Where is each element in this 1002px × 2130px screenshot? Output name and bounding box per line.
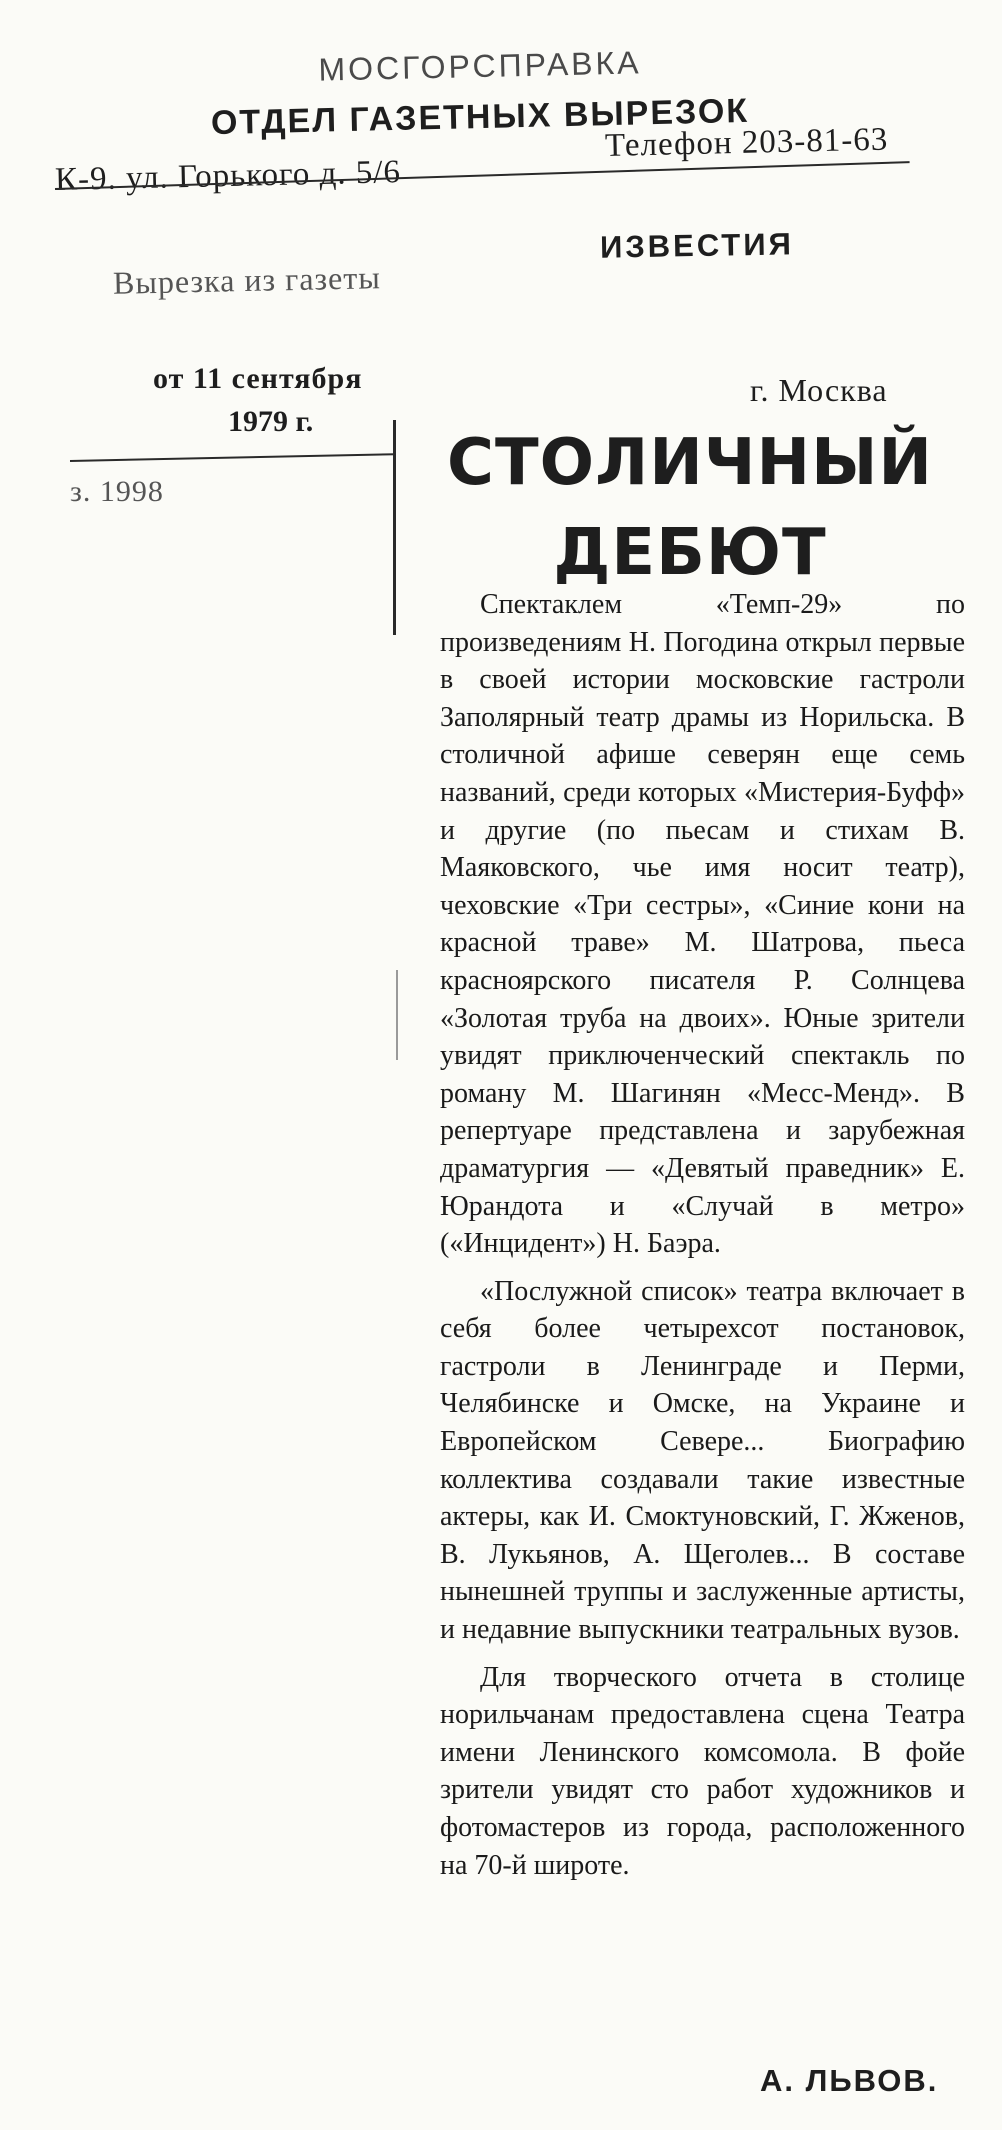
article-headline [420,418,960,598]
article-paragraph-1: Спектаклем «Темп-29» по произведениям Н. Погодина открыл первые в своей истории московские гастроли Заполярный театр драмы из Норильска. В столичной афише северян еще семь названий, среди которых «Мистерия-Буфф» и другие (по пьесам и стихам В. Маяковского, чье имя носит театр), чеховские «Три сестры», «Синие кони на красной траве» М. Шатрова, пьеса красноярского писателя Р. Солнцева «Золотая труба на двоих». Юные зрители увидят приключенческий спектакль по роману М. Шагинян «Месс-Менд». В репертуаре представлена и зарубежная драматургия — «Девятый праведник» Е. Юрандота и «Случай в метро» («Инцидент») Н. Баэра. [440,589,965,1260]
article-author: А. ЛЬВОВ. [760,2063,939,2098]
phone-number: Телефон 203-81-63 [604,121,889,164]
column-divider [393,420,396,635]
address: К-9. ул. Горького д. 5/6 [54,154,402,198]
date-rule [70,453,395,462]
issue-year: 1979 г. [228,405,314,438]
agency-name: МОСГОРСПРАВКА [318,44,642,88]
dateline-city: г. Москва [750,372,888,408]
headline-line-2: ДЕБЮТ [553,516,827,590]
article-body [440,586,965,1884]
issue-date: от 11 сентября [153,362,363,395]
article-paragraph-3: Для творческого отчета в столице норильчанам предоставлена сцена Театра имени Ленинского комсомола. В фойе зрители увидят сто работ художников и фотомастеров из города, расположенного на 70-й широте. [440,1661,965,1881]
newspaper-name: ИЗВЕСТИЯ [599,226,795,265]
clipping-label: Вырезка из газеты [112,259,382,301]
article-paragraph-2: «Послужной список» театра включает в себя более четырехсот постановок, гастроли в Ленинграде и Перми, Челябинске и Омске, на Украине и Европейском Севере... Биографию коллектива создавали такие известные актеры, как И. Смоктуновский, Г. Жженов, В. Лукьянов, А. Щеголев... В составе нынешней труппы и заслуженные артисты, и недавние выпускники театральных вузов. [440,1275,965,1646]
headline-line-1: СТОЛИЧНЫЙ [447,426,933,500]
column-divider-faint [396,970,398,1060]
department-name: ОТДЕЛ ГАЗЕТНЫХ ВЫРЕЗОК [210,91,750,143]
order-number: з. 1998 [70,475,164,508]
